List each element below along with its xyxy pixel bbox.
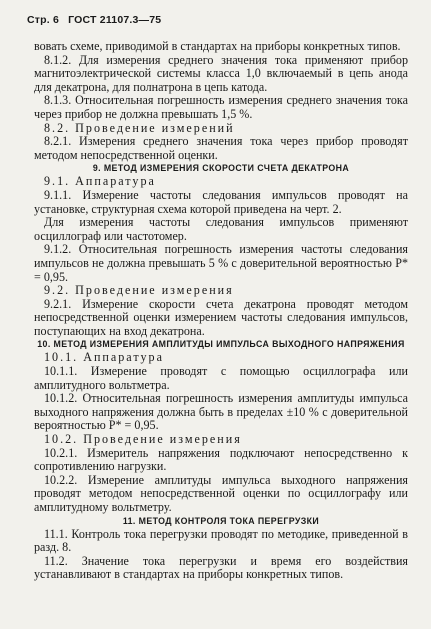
section-10-heading: 10. МЕТОД ИЗМЕРЕНИЯ АМПЛИТУДЫ ИМПУЛЬСА ВЫХОДНОГО НАПРЯЖЕНИЯ xyxy=(37,339,405,350)
paragraph-10-1-1: 10.1.1. Измерение проводят с помощью осциллографа или амплитудного вольтметра. xyxy=(34,364,408,392)
subsection-10-1-heading: 10.1. Аппаратура xyxy=(44,350,164,365)
subsection-8-2-heading: 8.2. Проведение измерений xyxy=(44,120,235,135)
subsection-9-1-heading: 9.1. Аппаратура xyxy=(44,174,156,189)
paragraph-continuation: вовать схеме, приводимой в стандартах на приборы конкретных типов. xyxy=(34,39,401,53)
paragraph-8-2-1: 8.2.1. Измерения среднего значения тока через прибор проводят методом непосредственной оценки. xyxy=(34,134,408,162)
page-number: Стр. 6 xyxy=(27,14,60,26)
document-body xyxy=(34,40,408,582)
paragraph-10-1-2: 10.1.2. Относительная погрешность измерения амплитуды импульса выходного напряжения должна быть в пределах ±10 % с доверительной вероятностью P* = 0,95. xyxy=(34,391,408,433)
section-11-heading: 11. МЕТОД КОНТРОЛЯ ТОКА ПЕРЕГРУЗКИ xyxy=(122,515,320,526)
standard-code: ГОСТ 21107.3—75 xyxy=(68,14,162,26)
paragraph-9-1-2: 9.1.2. Относительная погрешность измерения частоты следования импульсов не должна превышать 5 % с доверительной вероятностью P* = 0,95. xyxy=(34,242,408,284)
section-9-heading: 9. МЕТОД ИЗМЕРЕНИЯ СКОРОСТИ СЧЕТА ДЕКАТРОНА xyxy=(92,163,350,174)
paragraph-9-1-1: 9.1.1. Измерение частоты следования импульсов проводят на установке, структурная схема которой приведена на черт. 2. xyxy=(34,187,408,216)
paragraph-8-1-2: 8.1.2. Для измерения среднего значения тока применяют прибор магнитоэлектрической системы класса 1,0 включаемый в цепь анода для декатрона, для полнатрона в цепь катода. xyxy=(34,52,408,94)
paragraph-11-2: 11.2. Значение тока перегрузки и время его воздействия устанавливают в стандартах на приборы конкретных типов. xyxy=(34,553,408,582)
paragraph-10-2-1: 10.2.1. Измеритель напряжения подключают непосредственно к сопротивлению нагрузки. xyxy=(34,445,408,474)
page-header xyxy=(27,14,167,26)
subsection-10-2-heading: 10.2. Проведение измерения xyxy=(44,432,242,447)
subsection-9-2-heading: 9.2. Проведение измерения xyxy=(44,283,234,298)
paragraph-9-1-1-cont: Для измерения частоты следования импульсов применяют осциллограф или частотомер. xyxy=(34,215,408,243)
paragraph-10-2-2: 10.2.2. Измерение амплитуды импульса выходного напряжения проводят методом непосредственной оценки по осциллографу или амплитудному вольтметру. xyxy=(34,472,408,514)
paragraph-9-2-1: 9.2.1. Измерение скорости счета декатрона проводят методом непосредственной оценки измерением частоты следования импульсов, поступающих на вход декатрона. xyxy=(34,296,408,338)
paragraph-8-1-3: 8.1.3. Относительная погрешность измерения среднего значения тока через прибор не должна превышать 1,5 %. xyxy=(34,93,408,121)
paragraph-11-1: 11.1. Контроль тока перегрузки проводят по методике, приведенной в разд. 8. xyxy=(34,526,408,555)
